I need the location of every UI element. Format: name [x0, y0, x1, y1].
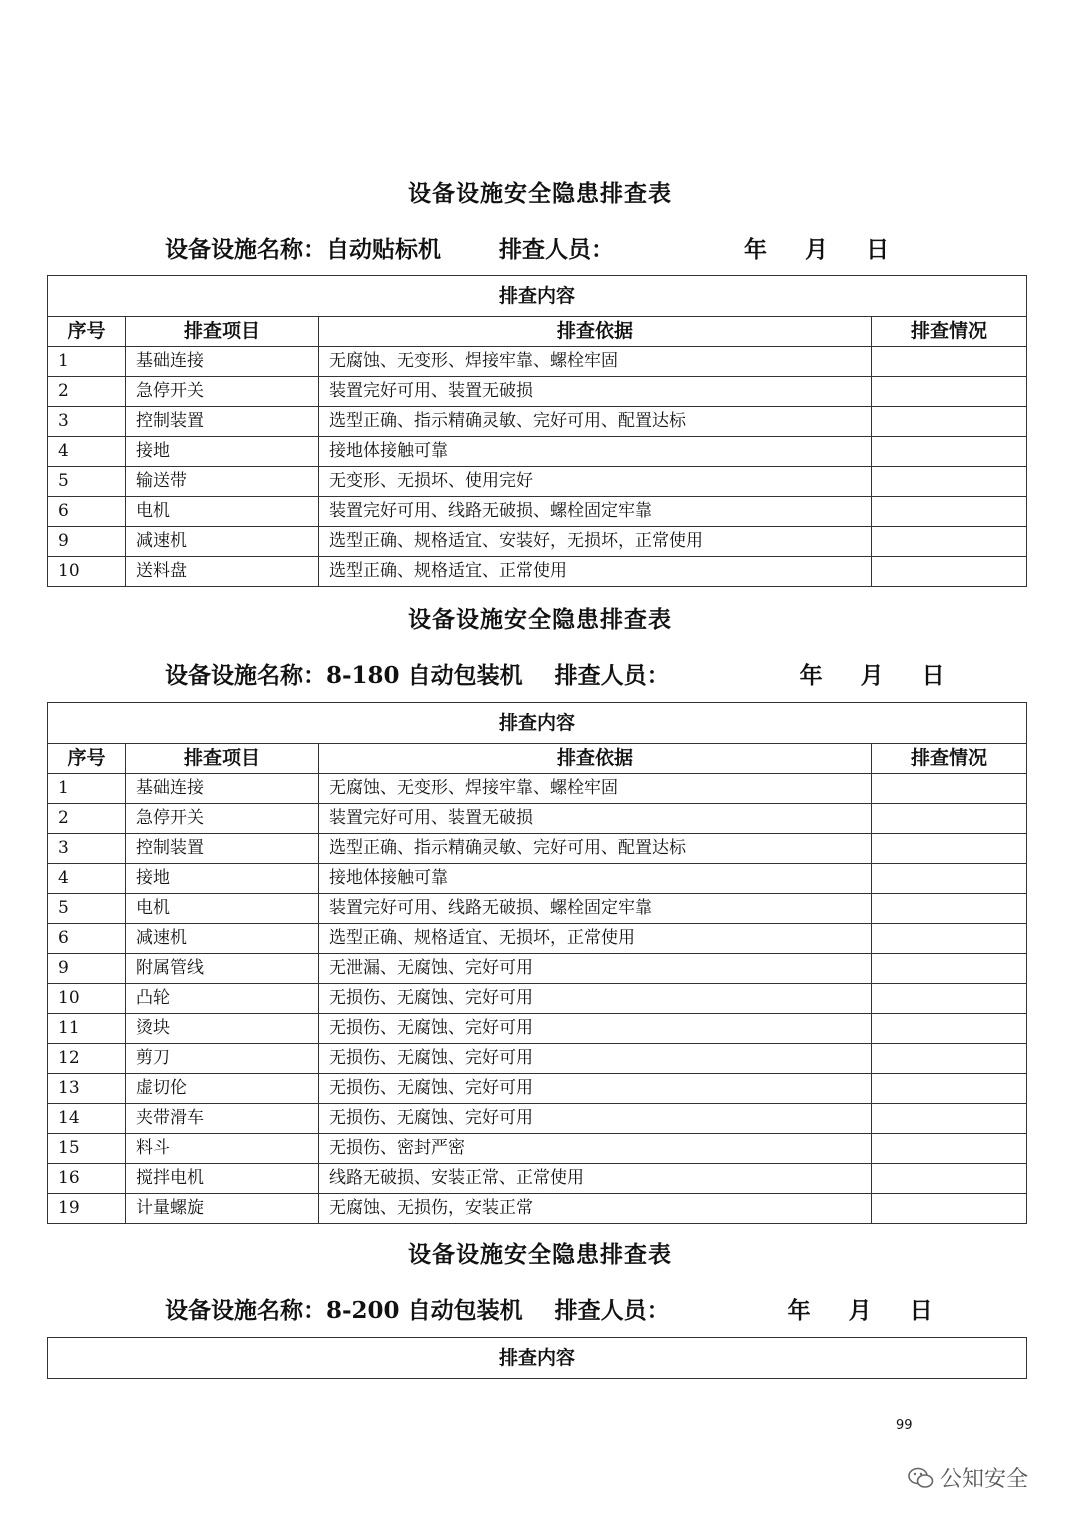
row-index: 6	[48, 924, 126, 954]
row-status	[872, 1074, 1027, 1104]
table-row	[48, 894, 1027, 924]
column-header-status: 排查情况	[872, 317, 1027, 347]
row-index: 13	[48, 1074, 126, 1104]
row-index: 4	[48, 864, 126, 894]
row-status	[872, 347, 1027, 377]
row-status	[872, 557, 1027, 587]
row-item: 电机	[126, 497, 319, 527]
table-row	[48, 467, 1027, 497]
sheet-1-table	[47, 275, 1027, 587]
row-status	[872, 1194, 1027, 1224]
row-status	[872, 437, 1027, 467]
row-basis: 无损伤、无腐蚀、完好可用	[319, 1044, 872, 1074]
row-basis: 选型正确、指示精确灵敏、完好可用、配置达标	[319, 834, 872, 864]
row-status	[872, 954, 1027, 984]
row-status	[872, 924, 1027, 954]
table-row	[48, 1134, 1027, 1164]
table-row	[48, 437, 1027, 467]
date-month: 月	[860, 662, 884, 689]
row-status	[872, 527, 1027, 557]
sheet-1-title: 设备设施安全隐患排查表	[408, 180, 672, 207]
date-day: 日	[909, 1297, 933, 1324]
row-status	[872, 804, 1027, 834]
table-row	[48, 527, 1027, 557]
row-index: 11	[48, 1014, 126, 1044]
table-row	[48, 1014, 1027, 1044]
row-item: 凸轮	[126, 984, 319, 1014]
row-index: 19	[48, 1194, 126, 1224]
inspector-label: 排查人员：	[554, 1297, 670, 1324]
row-item: 电机	[126, 894, 319, 924]
row-status	[872, 1164, 1027, 1194]
column-header-index: 序号	[48, 744, 126, 774]
table-row	[48, 834, 1027, 864]
row-basis: 装置完好可用、装置无破损	[319, 377, 872, 407]
equipment-name-label: 设备设施名称：	[165, 662, 326, 689]
row-item: 控制装置	[126, 407, 319, 437]
row-index: 15	[48, 1134, 126, 1164]
row-basis: 线路无破损、安装正常、正常使用	[319, 1164, 872, 1194]
row-status	[872, 377, 1027, 407]
row-basis: 无腐蚀、无损伤，安装正常	[319, 1194, 872, 1224]
row-basis: 无损伤、无腐蚀、完好可用	[319, 984, 872, 1014]
row-item: 夹带滑车	[126, 1104, 319, 1134]
sheet-2-table	[47, 702, 1027, 1224]
column-header-item: 排查项目	[126, 744, 319, 774]
equipment-name-value: 8-200 自动包装机	[326, 1297, 523, 1324]
table-row	[48, 864, 1027, 894]
row-status	[872, 834, 1027, 864]
row-basis: 选型正确、规格适宜、正常使用	[319, 557, 872, 587]
sheet-3-info	[165, 1292, 933, 1325]
section-header: 排查内容	[48, 276, 1027, 317]
row-item: 基础连接	[126, 774, 319, 804]
row-item: 送料盘	[126, 557, 319, 587]
column-header-index: 序号	[48, 317, 126, 347]
row-basis: 装置完好可用、线路无破损、螺栓固定牢靠	[319, 894, 872, 924]
sheet-2-info	[165, 657, 945, 690]
date-month: 月	[848, 1297, 872, 1324]
row-index: 12	[48, 1044, 126, 1074]
row-status	[872, 1044, 1027, 1074]
row-index: 16	[48, 1164, 126, 1194]
date-day: 日	[866, 236, 890, 263]
row-basis: 选型正确、规格适宜、无损坏，正常使用	[319, 924, 872, 954]
row-status	[872, 894, 1027, 924]
row-status	[872, 984, 1027, 1014]
table-row	[48, 954, 1027, 984]
row-status	[872, 1014, 1027, 1044]
date-month: 月	[805, 236, 829, 263]
row-index: 5	[48, 467, 126, 497]
row-item: 输送带	[126, 467, 319, 497]
sheet-3-table	[47, 1337, 1027, 1379]
row-item: 接地	[126, 864, 319, 894]
date-year: 年	[799, 662, 823, 689]
row-item: 搅拌电机	[126, 1164, 319, 1194]
row-index: 3	[48, 834, 126, 864]
equipment-name-value: 自动贴标机	[326, 236, 441, 263]
row-item: 剪刀	[126, 1044, 319, 1074]
row-basis: 无损伤、无腐蚀、完好可用	[319, 1104, 872, 1134]
row-basis: 装置完好可用、线路无破损、螺栓固定牢靠	[319, 497, 872, 527]
equipment-name-label: 设备设施名称：	[165, 236, 326, 263]
table-row	[48, 984, 1027, 1014]
row-item: 急停开关	[126, 804, 319, 834]
row-index: 2	[48, 377, 126, 407]
row-basis: 装置完好可用、装置无破损	[319, 804, 872, 834]
row-item: 控制装置	[126, 834, 319, 864]
sheet-2-title: 设备设施安全隐患排查表	[408, 606, 672, 633]
row-basis: 选型正确、规格适宜、安装好，无损坏，正常使用	[319, 527, 872, 557]
row-index: 6	[48, 497, 126, 527]
table-row	[48, 804, 1027, 834]
row-item: 料斗	[126, 1134, 319, 1164]
table-row	[48, 1164, 1027, 1194]
row-item: 计量螺旋	[126, 1194, 319, 1224]
table-row	[48, 1194, 1027, 1224]
column-header-basis: 排查依据	[319, 317, 872, 347]
row-basis: 无损伤、密封严密	[319, 1134, 872, 1164]
row-basis: 无变形、无损坏、使用完好	[319, 467, 872, 497]
row-basis: 接地体接触可靠	[319, 864, 872, 894]
date-year: 年	[787, 1297, 811, 1324]
row-item: 虚切伦	[126, 1074, 319, 1104]
equipment-name-label: 设备设施名称：	[165, 1297, 326, 1324]
watermark	[908, 1462, 1028, 1493]
wechat-icon	[908, 1467, 934, 1489]
table-row	[48, 347, 1027, 377]
inspector-label: 排查人员：	[499, 236, 615, 263]
table-row	[48, 1074, 1027, 1104]
section-header: 排查内容	[48, 1338, 1027, 1379]
row-status	[872, 407, 1027, 437]
row-index: 3	[48, 407, 126, 437]
row-basis: 无泄漏、无腐蚀、完好可用	[319, 954, 872, 984]
row-index: 10	[48, 557, 126, 587]
row-index: 10	[48, 984, 126, 1014]
column-header-basis: 排查依据	[319, 744, 872, 774]
table-row	[48, 1044, 1027, 1074]
watermark-text: 公知安全	[940, 1467, 1029, 1492]
row-item: 减速机	[126, 924, 319, 954]
row-status	[872, 467, 1027, 497]
row-status	[872, 1134, 1027, 1164]
equipment-name-value: 8-180 自动包装机	[326, 662, 523, 689]
row-status	[872, 497, 1027, 527]
row-basis: 无腐蚀、无变形、焊接牢靠、螺栓牢固	[319, 347, 872, 377]
page-number: 99	[896, 1418, 913, 1433]
table-row	[48, 377, 1027, 407]
row-index: 2	[48, 804, 126, 834]
row-basis: 接地体接触可靠	[319, 437, 872, 467]
row-index: 1	[48, 774, 126, 804]
row-index: 9	[48, 954, 126, 984]
row-item: 接地	[126, 437, 319, 467]
section-header: 排查内容	[48, 703, 1027, 744]
row-basis: 无损伤、无腐蚀、完好可用	[319, 1074, 872, 1104]
date-year: 年	[744, 236, 768, 263]
column-header-item: 排查项目	[126, 317, 319, 347]
row-index: 14	[48, 1104, 126, 1134]
row-basis: 无腐蚀、无变形、焊接牢靠、螺栓牢固	[319, 774, 872, 804]
table-row	[48, 407, 1027, 437]
date-day: 日	[921, 662, 945, 689]
table-row	[48, 497, 1027, 527]
row-item: 附属管线	[126, 954, 319, 984]
column-header-status: 排查情况	[872, 744, 1027, 774]
row-basis: 选型正确、指示精确灵敏、完好可用、配置达标	[319, 407, 872, 437]
row-index: 1	[48, 347, 126, 377]
row-item: 基础连接	[126, 347, 319, 377]
sheet-1-info	[165, 231, 889, 264]
table-row	[48, 774, 1027, 804]
table-row	[48, 924, 1027, 954]
row-index: 4	[48, 437, 126, 467]
row-index: 9	[48, 527, 126, 557]
row-status	[872, 774, 1027, 804]
row-index: 5	[48, 894, 126, 924]
row-item: 减速机	[126, 527, 319, 557]
row-status	[872, 1104, 1027, 1134]
row-status	[872, 864, 1027, 894]
sheet-3-title: 设备设施安全隐患排查表	[408, 1241, 672, 1268]
inspector-label: 排查人员：	[554, 662, 670, 689]
table-row	[48, 557, 1027, 587]
row-item: 急停开关	[126, 377, 319, 407]
row-item: 烫块	[126, 1014, 319, 1044]
row-basis: 无损伤、无腐蚀、完好可用	[319, 1014, 872, 1044]
table-row	[48, 1104, 1027, 1134]
